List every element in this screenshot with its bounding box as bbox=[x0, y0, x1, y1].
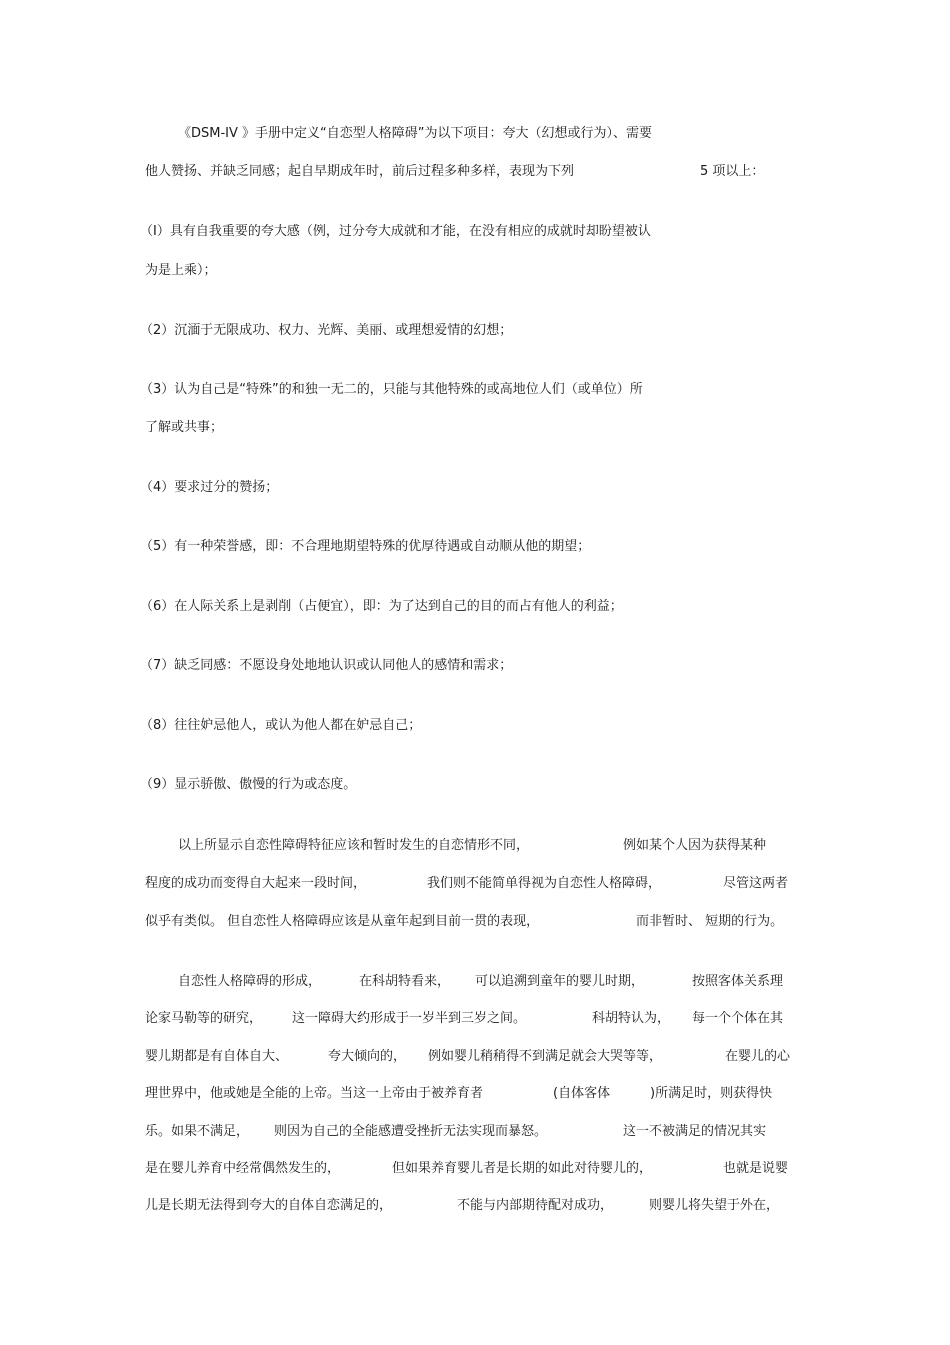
criterion-6: （6）在人际关系上是剥削（占便宜），即：为了达到自己的目的而占有他人的利益； bbox=[140, 599, 623, 614]
intro-line-2b: 5 项以上： bbox=[700, 164, 765, 179]
para2-line2-d: 每一个个体在其 bbox=[692, 1011, 784, 1026]
para2-line2-b: 这一障碍大约形成于一岁半到三岁之间。 bbox=[292, 1011, 527, 1026]
criterion-5: （5）有一种荣誉感，即：不合理地期望特殊的优厚待遇或自动顺从他的期望； bbox=[140, 539, 591, 554]
criterion-1: （I）具有自我重要的夸大感（例，过分夸大成就和才能，在没有相应的成就时却盼望被认 bbox=[140, 224, 651, 239]
para2-line2-a: 论家马勒等的研究， bbox=[145, 1011, 263, 1026]
para2-line1-d: 按照客体关系理 bbox=[692, 974, 784, 989]
para2-line6-b: 但如果养育婴儿者是长期的如此对待婴儿的， bbox=[392, 1161, 653, 1176]
para2-line5-a: 乐。如果不满足， bbox=[145, 1124, 250, 1139]
para2-line1-a: 自恋性人格障碍的形成， bbox=[178, 974, 322, 989]
para2-line5-b: 则因为自己的全能感遭受挫折无法实现而暴怒。 bbox=[274, 1124, 548, 1139]
para1-line2-c: 尽管这两者 bbox=[723, 876, 789, 891]
para2-line3-d: 在婴儿的心 bbox=[725, 1049, 791, 1064]
para1-line3-a: 似乎有类似。 但自恋性人格障碍应该是从童年起到目前一贯的表现， bbox=[145, 914, 540, 929]
para2-line4-a: 理世界中，他或她是全能的上帝。当这一上帝由于被养育者 bbox=[145, 1086, 484, 1101]
criterion-3-cont: 了解或共事； bbox=[145, 420, 224, 435]
criterion-7: （7）缺乏同感：不愿设身处地地认识或认同他人的感情和需求； bbox=[140, 658, 513, 673]
para2-line2-c: 科胡特认为， bbox=[592, 1011, 671, 1026]
para2-line1-b: 在科胡特看来， bbox=[359, 974, 451, 989]
para1-line1-a: 以上所显示自恋性障碍特征应该和暂时发生的自恋情形不同， bbox=[178, 838, 530, 853]
para2-line6-c: 也就是说婴 bbox=[723, 1161, 789, 1176]
criterion-9: （9）显示骄傲、傲慢的行为或态度。 bbox=[140, 777, 357, 792]
para2-line7-c: 则婴儿将失望于外在， bbox=[649, 1198, 780, 1213]
para2-line7-b: 不能与内部期待配对成功， bbox=[457, 1198, 614, 1213]
criterion-8: （8）往往妒忌他人，或认为他人都在妒忌自己； bbox=[140, 718, 422, 733]
para1-line1-b: 例如某个人因为获得某种 bbox=[623, 838, 767, 853]
intro-line-2a: 他人赞扬、并缺乏同感；起自早期成年时，前后过程多种多样，表现为下列 bbox=[145, 164, 575, 179]
para1-line2-b: 我们则不能简单得视为自恋性人格障碍， bbox=[427, 876, 662, 891]
para1-line2-a: 程度的成功而变得自大起来一段时间， bbox=[145, 876, 367, 891]
para2-line7-a: 儿是长期无法得到夸大的自体自恋满足的， bbox=[145, 1198, 393, 1213]
para2-line1-c: 可以追溯到童年的婴儿时期， bbox=[475, 974, 645, 989]
para2-line3-a: 婴儿期都是有自体自大、 bbox=[145, 1049, 289, 1064]
para2-line5-c: 这一不被满足的情况其实 bbox=[623, 1124, 767, 1139]
para2-line3-c: 例如婴儿稍稍得不到满足就会大哭等等， bbox=[428, 1049, 663, 1064]
para2-line4-b: (自体客体 bbox=[553, 1086, 611, 1101]
intro-line-1: 《DSM-IV 》手册中定义“自恋型人格障碍”为以下项目：夸大（幻想或行为）、需要 bbox=[178, 126, 652, 141]
para2-line3-b: 夸大倾向的， bbox=[328, 1049, 407, 1064]
para1-line3-b: 而非暂时、 短期的行为。 bbox=[636, 914, 784, 929]
para2-line4-c: )所满足时，则获得快 bbox=[650, 1086, 773, 1101]
criterion-1-cont: 为是上乘）； bbox=[145, 263, 217, 278]
criterion-4: （4）要求过分的赞扬； bbox=[140, 480, 279, 495]
criterion-2: （2）沉湎于无限成功、权力、光辉、美丽、或理想爱情的幻想； bbox=[140, 323, 513, 338]
criterion-3: （3）认为自己是“特殊”的和独一无二的，只能与其他特殊的或高地位人们（或单位）所 bbox=[140, 382, 643, 397]
para2-line6-a: 是在婴儿养育中经常偶然发生的， bbox=[145, 1161, 341, 1176]
